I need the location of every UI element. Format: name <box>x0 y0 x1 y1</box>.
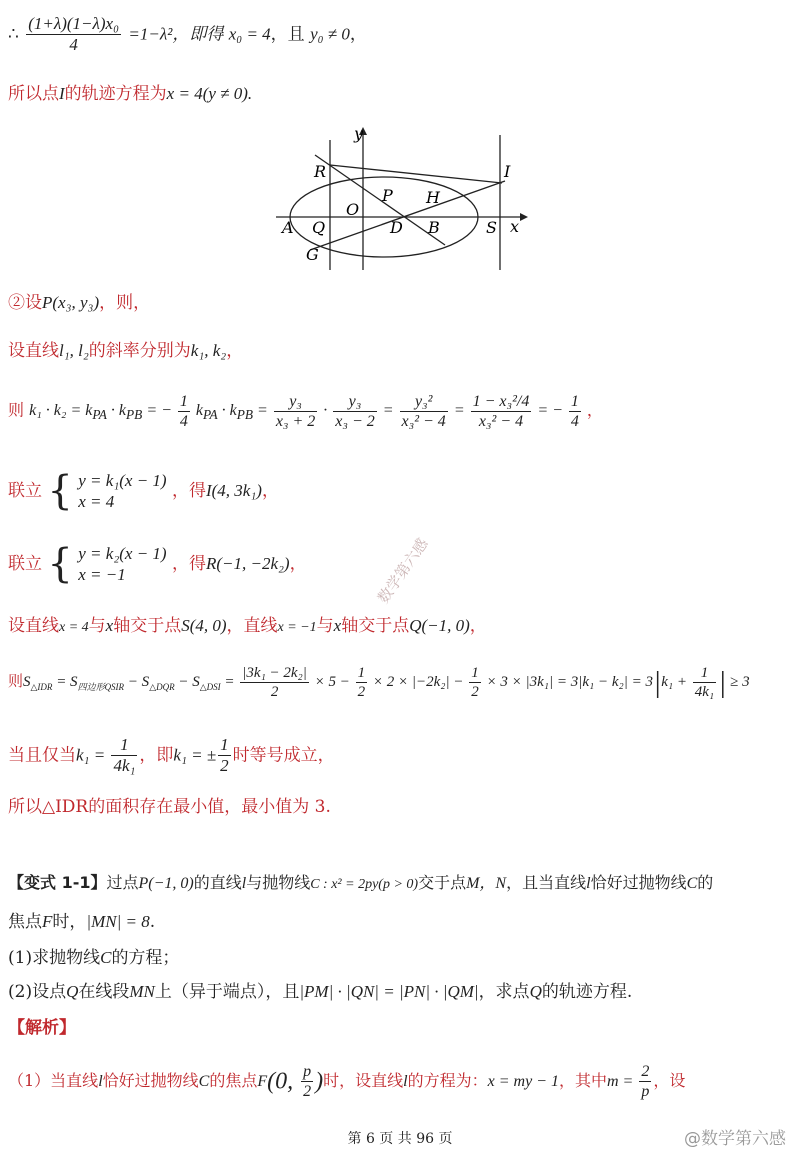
text: ②设 <box>8 293 42 313</box>
text: ，得 <box>171 553 206 574</box>
formula: x = −1 <box>277 620 317 635</box>
text: 恰好过抛物线 <box>590 873 687 892</box>
formula: Q(−1, 0) <box>409 616 470 635</box>
equation: x = −1 <box>78 565 126 585</box>
label-P: P <box>382 186 393 205</box>
text: . <box>149 912 156 932</box>
fraction <box>26 14 121 56</box>
line-13 <box>8 912 155 932</box>
formula: Q <box>529 982 542 1001</box>
brace-icon: { <box>47 541 73 588</box>
formula: k₁ = ± <box>173 745 217 765</box>
label-I: I <box>504 162 511 181</box>
numerator: 1 <box>178 392 190 412</box>
text: = <box>220 673 239 690</box>
formula: l <box>241 875 247 892</box>
text: ，则， <box>99 293 151 313</box>
text: ) <box>315 1068 324 1095</box>
text: 的轨迹方程. <box>541 982 633 1002</box>
formula: x <box>333 616 342 635</box>
numerator: 1 − x₃²/4 <box>471 392 532 412</box>
formula <box>29 393 587 431</box>
label-A: A <box>282 218 294 237</box>
equation: x = 4 <box>78 492 115 512</box>
numerator: y₃² <box>400 392 448 412</box>
subscript: △DQR <box>149 681 175 692</box>
formula: I(4, 3k₁) <box>205 480 262 500</box>
text: ， <box>261 480 279 501</box>
denominator: x₃² − 4 <box>478 413 524 431</box>
formula: C <box>100 948 112 967</box>
text: ， <box>586 400 603 420</box>
text: 轴交于点 <box>341 616 410 636</box>
formula: C <box>686 875 698 892</box>
numerator: 1 <box>471 665 479 681</box>
text: × 5 − <box>310 673 354 690</box>
fraction <box>471 392 532 431</box>
formula: x₀ = 4 <box>228 24 271 44</box>
text: − S <box>174 673 200 690</box>
equation-system <box>78 470 166 513</box>
label-D: D <box>390 218 403 237</box>
text: 时， <box>52 912 87 932</box>
line-3 <box>8 293 150 313</box>
fraction <box>111 735 137 777</box>
fraction <box>569 392 581 431</box>
line-10 <box>8 735 335 777</box>
text: 联立 <box>8 553 42 574</box>
fraction <box>356 664 368 701</box>
numerator: 1 <box>693 664 716 683</box>
text: 与 <box>88 616 106 636</box>
numerator: 2 <box>639 1062 651 1082</box>
text: = <box>382 402 398 420</box>
denominator: 2 <box>303 1083 312 1101</box>
fraction <box>178 392 190 431</box>
subscript: 四边形QSIR <box>77 681 125 692</box>
text: ，且 <box>270 24 305 45</box>
formula: l <box>98 1073 103 1091</box>
text: · k <box>106 402 127 420</box>
formula: x = 4(y ≠ 0). <box>166 84 253 103</box>
text: ， <box>226 341 244 361</box>
abs-bar: | <box>718 665 727 699</box>
text: (1)求抛物线 <box>8 948 101 968</box>
subscript: △DSI <box>199 681 221 692</box>
text: (0, <box>267 1068 300 1095</box>
formula: x = 4 <box>59 620 89 635</box>
label-G: G <box>306 245 319 264</box>
x-axis-arrow-icon <box>520 213 528 221</box>
text: ，得 <box>171 480 206 501</box>
subscript: PA <box>203 407 218 423</box>
numerator: p <box>301 1062 313 1082</box>
text: (2)设点 <box>8 982 67 1002</box>
formula: I <box>59 84 65 103</box>
fraction <box>469 664 481 701</box>
formula: l₁, l₂ <box>59 341 89 360</box>
text: = − <box>142 402 172 420</box>
formula: |PM| · |QN| = |PN| · |QM| <box>299 982 479 1001</box>
denominator: 2 <box>220 756 229 776</box>
text: 的方程； <box>111 948 180 968</box>
line-15 <box>8 982 632 1002</box>
numerator: y₃ <box>333 392 376 412</box>
formula: m = <box>606 1073 638 1091</box>
line-8 <box>8 616 487 637</box>
equation-system <box>78 543 166 586</box>
denominator: 2 <box>270 684 279 700</box>
text: 在线段 <box>78 982 130 1002</box>
denominator: 2 <box>471 684 479 700</box>
denominator: 4 <box>179 413 188 431</box>
denominator: x₃² − 4 <box>401 413 446 431</box>
fraction <box>274 392 317 431</box>
text: （1）当直线 <box>8 1071 99 1091</box>
label-S: S <box>486 218 497 237</box>
line-17 <box>8 1062 685 1101</box>
geometry-diagram <box>270 125 530 275</box>
label-R: R <box>314 162 327 181</box>
formula: k₁, k₂ <box>190 341 227 360</box>
numerator: 1 <box>357 665 366 681</box>
text: 当且仅当 <box>8 745 76 766</box>
line-5 <box>8 392 603 431</box>
label-H: H <box>426 188 440 207</box>
text: 联立 <box>8 480 42 501</box>
line-1 <box>8 14 367 56</box>
label-Q: Q <box>312 218 326 237</box>
text: 的方程为： <box>407 1071 488 1091</box>
denominator: 4 <box>69 35 78 55</box>
variant-tag: 【变式 1-1】 <box>8 873 107 892</box>
subscript: PB <box>126 407 143 423</box>
text: ， <box>469 616 487 636</box>
subscript: △IDR <box>30 681 53 692</box>
line-4 <box>8 341 243 361</box>
numerator: |3k₁ − 2k₂| <box>242 665 307 681</box>
line-14 <box>8 948 179 968</box>
text: 的焦点 <box>209 1071 258 1091</box>
line-12 <box>8 873 713 894</box>
text: 的直线 <box>193 873 242 892</box>
text: 的斜率分别为 <box>88 341 191 361</box>
formula: Q <box>66 982 79 1001</box>
numerator: y₃ <box>274 392 317 412</box>
abs-bar: | <box>653 665 662 699</box>
numerator: 1 <box>111 735 137 756</box>
brace-icon: { <box>47 468 73 515</box>
formula: F <box>42 912 53 931</box>
fraction <box>400 392 448 431</box>
formula: F <box>257 1073 268 1091</box>
denominator: 4k₁ <box>113 756 136 776</box>
therefore-symbol: ∴ <box>8 24 19 45</box>
denominator: 4k₁ <box>694 684 715 700</box>
fraction <box>333 392 376 431</box>
text: 所以点 <box>8 84 59 104</box>
text: 与 <box>316 616 334 636</box>
watermark: @数学第六感 <box>684 1129 786 1149</box>
fraction <box>693 664 716 701</box>
line-11: 所以△IDR的面积存在最小值，最小值为 3. <box>8 797 331 817</box>
text: × 3 × |3k₁| = 3|k₁ − k₂| = 3 <box>482 673 653 690</box>
text: k₁ · k₂ = k <box>29 402 93 420</box>
formula: |MN| = 8 <box>86 912 150 931</box>
text: ≥ 3 <box>726 673 750 690</box>
subscript: PB <box>236 407 254 423</box>
fraction <box>639 1062 651 1101</box>
text: 时，设直线 <box>323 1071 404 1091</box>
text: = S <box>52 673 78 690</box>
line-9 <box>8 664 750 701</box>
text: 上（异于端点），且 <box>154 982 300 1002</box>
text: 时等号成立， <box>232 745 335 766</box>
formula: M，N <box>466 875 507 892</box>
fraction <box>218 735 231 777</box>
text: 则 <box>8 400 25 420</box>
text: ，设 <box>653 1071 686 1091</box>
line-2 <box>8 84 252 104</box>
text: 的轨迹方程为 <box>64 84 167 104</box>
denominator: x₃ − 2 <box>335 413 375 431</box>
text: 过点 <box>106 873 139 892</box>
label-B: B <box>428 218 440 237</box>
formula: C <box>198 1073 210 1091</box>
watermark-diagonal: 数学第六感 <box>374 534 432 607</box>
text: 恰好过抛物线 <box>102 1071 199 1091</box>
denominator: x₃ + 2 <box>275 413 316 431</box>
text: − S <box>124 673 150 690</box>
text: ，即 <box>139 745 174 766</box>
label-O: O <box>346 200 360 219</box>
formula: l <box>403 1073 408 1091</box>
text: 的 <box>697 873 714 892</box>
text: k₁ + <box>661 673 691 690</box>
formula: x = my − 1 <box>487 1073 559 1091</box>
numerator: 1 <box>569 392 581 412</box>
line-7 <box>8 543 307 586</box>
text: ，求点 <box>478 982 530 1002</box>
text: 轴交于点 <box>113 616 182 636</box>
analysis-heading: 【解析】 <box>8 1018 76 1038</box>
text: ， <box>289 553 307 574</box>
text: · k <box>217 402 237 420</box>
denominator: 4 <box>570 413 579 431</box>
text: 焦点 <box>8 912 42 932</box>
formula: P(−1, 0) <box>138 875 194 892</box>
text: · <box>319 402 332 420</box>
fraction <box>240 664 309 701</box>
formula: y₀ ≠ 0 <box>310 24 350 44</box>
text: 设直线 <box>8 341 59 361</box>
text: ， <box>349 24 367 45</box>
formula: MN <box>129 982 155 1001</box>
denominator: p <box>641 1083 650 1101</box>
text: =1−λ²，即得 <box>128 24 224 44</box>
text: ，直线 <box>226 616 278 636</box>
formula <box>23 665 750 700</box>
text: = <box>453 402 469 420</box>
formula: C : x² = 2py(p > 0) <box>310 877 419 892</box>
equation: y = k₂(x − 1) <box>78 544 167 563</box>
denominator: 2 <box>357 684 366 700</box>
page-footer: 第 6 页 共 96 页 <box>347 1131 453 1147</box>
segment-RI <box>330 165 502 183</box>
formula: S(4, 0) <box>181 616 227 635</box>
text: 设直线 <box>8 616 59 636</box>
text: 则 <box>8 671 24 690</box>
text: ，其中 <box>558 1071 607 1091</box>
numerator: (1+λ)(1−λ)x₀ <box>26 14 121 35</box>
text: × 2 × |−2k₂| − <box>369 673 468 690</box>
text: S <box>23 673 31 690</box>
label-x: x <box>510 217 520 236</box>
text: k <box>195 402 204 420</box>
text: 交于点 <box>418 873 467 892</box>
label-y: y <box>354 125 364 143</box>
text: = − <box>537 402 563 420</box>
fraction <box>301 1062 313 1101</box>
numerator: 1 <box>218 735 231 756</box>
formula: x <box>105 616 114 635</box>
text: = <box>253 402 272 420</box>
text: ，且当直线 <box>506 873 587 892</box>
subscript: PA <box>92 407 107 423</box>
formula: P(x₃, y₃) <box>42 293 100 312</box>
line-6 <box>8 470 279 513</box>
equation: y = k₁(x − 1) <box>78 471 167 490</box>
formula: k₁ = <box>76 745 110 765</box>
formula: R(−1, −2k₂) <box>205 553 290 573</box>
formula: l <box>586 875 591 892</box>
text: 与抛物线 <box>246 873 311 892</box>
line-l1 <box>310 181 505 250</box>
